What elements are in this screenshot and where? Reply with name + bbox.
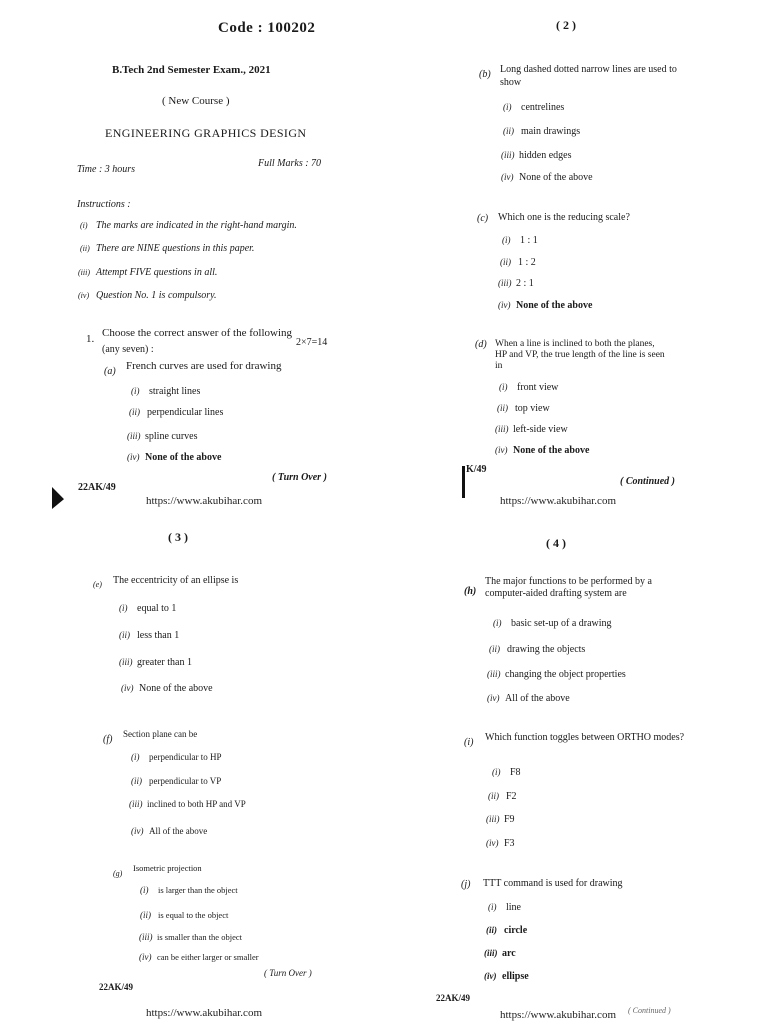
option-number: (i) (140, 885, 149, 895)
option-number: (iv) (486, 838, 499, 848)
source-url: https://www.akubihar.com (146, 495, 262, 507)
exam-page-4 (384, 512, 768, 1024)
instruction-item (80, 243, 254, 254)
option-number: (iv) (495, 445, 508, 455)
option-text: spline curves (145, 431, 198, 442)
subquestion-text: The eccentricity of an ellipse is (113, 575, 239, 586)
continued-note: ( Continued ) (628, 1006, 671, 1015)
answer-option (484, 971, 529, 982)
subquestion-label: (b) (479, 69, 491, 80)
option-text: less than 1 (137, 630, 180, 641)
page-number: ( 2 ) (556, 18, 576, 32)
answer-option (140, 910, 228, 920)
exam-time: Time : 3 hours (77, 164, 136, 175)
option-text: perpendicular to VP (149, 776, 222, 786)
answer-option (129, 799, 246, 809)
option-text: F2 (506, 791, 517, 802)
answer-option (121, 683, 213, 694)
option-text: line (506, 902, 521, 913)
option-number: (i) (131, 752, 140, 762)
answer-option (493, 618, 612, 629)
scan-mark (462, 466, 465, 498)
option-number: (ii) (119, 630, 130, 640)
option-number: (ii) (488, 791, 499, 801)
answer-option (484, 948, 516, 959)
answer-option (501, 172, 593, 183)
option-number: (iv) (131, 826, 144, 836)
source-url: https://www.akubihar.com (146, 1007, 262, 1019)
option-text: 1 : 1 (520, 235, 538, 246)
option-text: straight lines (149, 386, 201, 397)
option-number: (i) (131, 386, 140, 396)
option-text: circle (504, 925, 528, 936)
option-text: None of the above (516, 300, 593, 311)
answer-option (498, 300, 592, 311)
question-text: Choose the correct answer of the following (102, 327, 292, 339)
answer-option (119, 630, 179, 641)
option-text: All of the above (505, 693, 570, 704)
option-number: (i) (492, 767, 501, 777)
option-text: is equal to the object (158, 910, 229, 920)
answer-option (127, 452, 221, 463)
footer-code: 22AK/49 (99, 982, 134, 992)
option-number: (iv) (501, 172, 514, 182)
option-number: (ii) (489, 644, 500, 654)
subquestion-text: Which one is the reducing scale? (498, 212, 630, 223)
option-number: (iv) (139, 952, 152, 962)
option-text: ellipse (502, 971, 529, 982)
subquestion-text: TTT command is used for drawing (483, 878, 623, 889)
answer-option (487, 693, 570, 704)
answer-option (502, 235, 538, 246)
subquestion-label: (g) (113, 869, 123, 878)
option-number: (iii) (501, 150, 515, 160)
full-marks: Full Marks : 70 (258, 158, 322, 169)
footer-code: K/49 (466, 464, 487, 475)
option-number: (iii) (487, 669, 501, 679)
option-number: (iii) (495, 424, 509, 434)
option-text: 1 : 2 (518, 257, 536, 268)
subquestion-text: The major functions to be performed by a computer-aided drafting system are (485, 576, 652, 599)
instruction-number: (iv) (78, 291, 90, 300)
option-text: hidden edges (519, 150, 572, 161)
answer-option (140, 885, 238, 895)
option-text: drawing the objects (507, 644, 586, 655)
option-number: (iv) (121, 683, 134, 693)
exam-page-3 (0, 512, 384, 1024)
option-text: perpendicular to HP (149, 752, 222, 762)
option-text: left-side view (513, 424, 568, 435)
answer-option (139, 932, 242, 942)
option-number: (iv) (127, 452, 140, 462)
option-text: changing the object properties (505, 669, 626, 680)
source-url: https://www.akubihar.com (500, 1009, 616, 1021)
option-text: 2 : 1 (516, 278, 534, 289)
option-number: (ii) (503, 126, 514, 136)
subquestion-text: Isometric projection (133, 863, 202, 873)
answer-option (489, 644, 585, 655)
option-number: (ii) (140, 910, 151, 920)
instruction-text: The marks are indicated in the right-hand margin. (96, 220, 297, 231)
source-url: https://www.akubihar.com (500, 495, 616, 507)
option-number: (i) (119, 603, 128, 613)
option-number: (i) (488, 902, 497, 912)
subquestion-label: (c) (477, 213, 489, 224)
subquestion-label: (h) (464, 586, 477, 597)
answer-option (131, 826, 207, 836)
turn-over-note: ( Turn Over ) (272, 472, 327, 483)
subquestion-label: (d) (475, 339, 487, 350)
instruction-item (78, 290, 217, 301)
option-number: (ii) (500, 257, 511, 267)
turn-over-note: ( Turn Over ) (264, 968, 312, 978)
page-number: ( 3 ) (168, 530, 188, 544)
subquestion-text: Section plane can be (123, 729, 198, 739)
answer-option (492, 767, 521, 778)
instruction-number: (iii) (78, 268, 90, 277)
option-number: (iii) (129, 799, 143, 809)
instruction-number: (ii) (80, 244, 90, 253)
option-text: F8 (510, 767, 521, 778)
answer-option (486, 838, 515, 849)
answer-option (503, 126, 580, 137)
answer-option (495, 445, 589, 456)
option-number: (iv) (484, 971, 497, 981)
option-text: centrelines (521, 102, 565, 113)
answer-option (131, 386, 200, 397)
option-number: (iii) (484, 948, 498, 958)
option-text: greater than 1 (137, 657, 192, 668)
subquestion-text: French curves are used for drawing (126, 360, 282, 372)
answer-option (131, 776, 221, 786)
option-text: F9 (504, 814, 515, 825)
option-number: (i) (499, 382, 508, 392)
question-marks: 2×7=14 (296, 337, 328, 348)
option-text: top view (515, 403, 550, 414)
option-text: is larger than the object (158, 885, 238, 895)
answer-option (119, 603, 176, 614)
answer-option (139, 952, 259, 962)
exam-page-1 (0, 0, 384, 512)
instruction-text: Question No. 1 is compulsory. (96, 290, 217, 301)
option-text: None of the above (513, 445, 590, 456)
paper-code: Code : 100202 (218, 20, 316, 36)
answer-option (500, 257, 536, 268)
option-text: None of the above (139, 683, 213, 694)
option-number: (iii) (119, 657, 133, 667)
option-number: (iv) (487, 693, 500, 703)
answer-option (119, 657, 192, 668)
subject-title: ENGINEERING GRAPHICS DESIGN (105, 126, 307, 140)
instructions-heading: Instructions : (77, 199, 131, 210)
answer-option (488, 791, 517, 802)
answer-option (498, 278, 534, 289)
option-number: (i) (493, 618, 502, 628)
option-text: can be either larger or smaller (157, 952, 259, 962)
footer-code: 22AK/49 (436, 993, 471, 1003)
option-text: inclined to both HP and VP (147, 799, 246, 809)
answer-option (486, 814, 515, 825)
option-number: (ii) (131, 776, 142, 786)
page-number: ( 4 ) (546, 536, 566, 550)
answer-option (488, 902, 521, 913)
option-text: All of the above (149, 826, 208, 836)
footer-code: 22AK/49 (78, 482, 116, 493)
answer-option (499, 382, 558, 393)
continued-note: ( Continued ) (620, 476, 676, 487)
answer-option (495, 424, 568, 435)
option-number: (iii) (486, 814, 500, 824)
subquestion-label: (e) (93, 580, 102, 589)
question-subtext: (any seven) : (102, 344, 154, 355)
option-text: None of the above (145, 452, 222, 463)
option-number: (ii) (486, 925, 497, 935)
answer-option (501, 150, 572, 161)
option-number: (ii) (497, 403, 508, 413)
option-text: is smaller than the object (157, 932, 242, 942)
answer-option (497, 403, 550, 414)
subquestion-text: When a line is inclined to both the planes, HP and VP, the true length of the line is seen in (495, 339, 665, 371)
option-number: (ii) (129, 407, 140, 417)
instruction-text: Attempt FIVE questions in all. (96, 267, 218, 278)
option-text: front view (517, 382, 559, 393)
subquestion-text: Which function toggles between ORTHO modes? (485, 732, 685, 743)
option-text: main drawings (521, 126, 581, 137)
option-text: perpendicular lines (147, 407, 224, 418)
instruction-item (78, 267, 217, 278)
answer-option (503, 102, 564, 113)
exam-page-2 (384, 0, 768, 512)
instruction-item (80, 220, 297, 231)
subquestion-label: (a) (104, 366, 116, 377)
option-number: (i) (502, 235, 511, 245)
option-number: (iii) (498, 278, 512, 288)
subquestion-label: (j) (461, 879, 471, 890)
option-text: None of the above (519, 172, 593, 183)
course-type: ( New Course ) (162, 95, 230, 107)
option-number: (iii) (139, 932, 153, 942)
subquestion-label: (f) (103, 734, 113, 745)
answer-option (486, 925, 527, 936)
answer-option (129, 407, 223, 418)
answer-option (127, 431, 198, 442)
scan-mark (52, 487, 64, 509)
option-text: basic set-up of a drawing (511, 618, 612, 629)
option-number: (iii) (127, 431, 141, 441)
exam-title: B.Tech 2nd Semester Exam., 2021 (112, 64, 271, 76)
instruction-number: (i) (80, 221, 88, 230)
option-text: arc (502, 948, 516, 959)
question-number: 1. (86, 333, 95, 345)
answer-option (131, 752, 221, 762)
option-number: (iv) (498, 300, 511, 310)
option-number: (i) (503, 102, 512, 112)
subquestion-label: (i) (464, 737, 474, 748)
option-text: F3 (504, 838, 515, 849)
answer-option (487, 669, 626, 680)
instruction-text: There are NINE questions in this paper. (96, 243, 255, 254)
subquestion-text: Long dashed dotted narrow lines are used to show (500, 64, 677, 88)
option-text: equal to 1 (137, 603, 177, 614)
